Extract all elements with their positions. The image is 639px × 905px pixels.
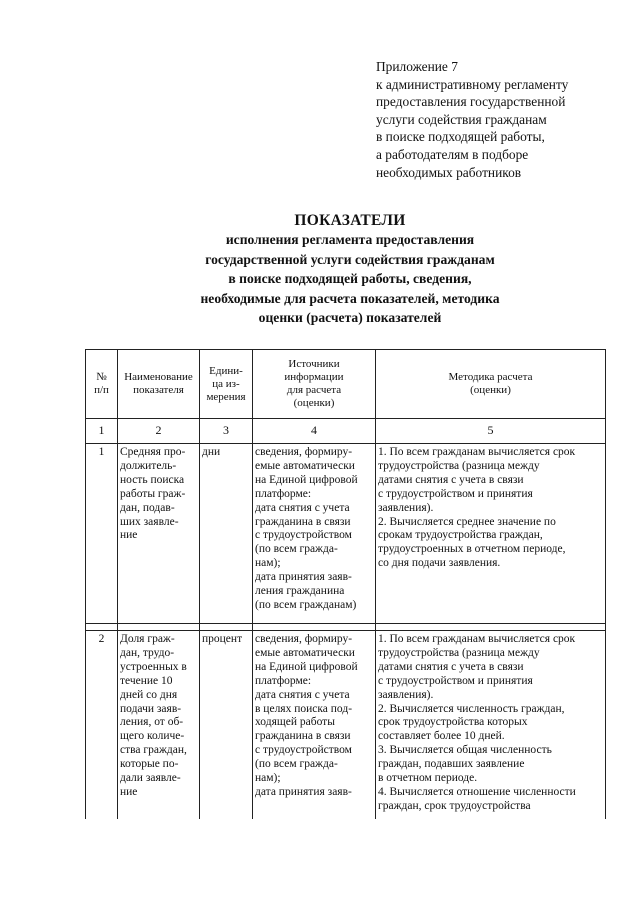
header-sources: Источники информации для расчета (оценки) — [253, 350, 376, 419]
appendix-line: услуги содействия гражданам — [376, 111, 547, 127]
header-num: № п/п — [86, 350, 118, 419]
header-name: Наименование показателя — [118, 350, 200, 419]
title-subtitle — [100, 230, 600, 328]
row-sources: сведения, формиру- емые автоматически на Единой цифровой платформе: дата снятия с учета в целях поиска под- ходящей работы гражданина в связи с трудоустройством (по всем гражда- нам); дата принятия заяв- — [253, 631, 376, 820]
row-indicator-name: Доля граж- дан, трудо- устроенных в течение 10 дней со дня подачи заяв- ления, от об- щего количе- ства граждан, которые по- дали заявле- ние — [118, 631, 200, 820]
row-method: 1. По всем гражданам вычисляется срок трудоустройства (разница между датами снятия с учета в связи с трудоустройством и принятия заявления). 2. Вычисляется численность граждан, срок трудоустройства которых составляет более 10 дней. 3. Вычисляется общая численность граждан, подавших заявление в отчетном периоде. 4. Вычисляется отношение численности граждан, срок трудоустройства — [376, 631, 606, 820]
column-number: 2 — [118, 419, 200, 444]
appendix-line: а работодателям в подборе — [376, 146, 529, 162]
column-number: 4 — [253, 419, 376, 444]
appendix-line: предоставления государственной — [376, 94, 566, 110]
column-number-row — [86, 419, 606, 444]
row-sources: сведения, формиру- емые автоматически на Единой цифровой платформе: дата снятия с учета гражданина в связи с трудоустройством (по всем гражда- нам); дата принятия заяв- ления гражданина (по всем гражданам) — [253, 444, 376, 624]
column-number: 1 — [86, 419, 118, 444]
row-separator — [86, 624, 606, 631]
table-header-row — [86, 350, 606, 419]
appendix-caption — [376, 58, 626, 181]
appendix-line: к административному регламенту — [376, 76, 569, 92]
appendix-line: Приложение 7 — [376, 59, 458, 74]
appendix-line: в поиске подходящей работы, — [376, 129, 545, 145]
header-method: Методика расчета (оценки) — [376, 350, 606, 419]
column-number: 5 — [376, 419, 606, 444]
title-sub-line: в поиске подходящей работы, сведения, — [228, 271, 472, 286]
title-sub-line: государственной услуги содействия гражданам — [205, 251, 495, 267]
column-number: 3 — [200, 419, 253, 444]
title-sub-line: исполнения регламента предоставления — [225, 232, 475, 247]
title-main: ПОКАЗАТЕЛИ — [294, 212, 406, 229]
indicators-table — [85, 349, 606, 819]
title-sub-line: необходимые для расчета показателей, методика — [200, 290, 500, 306]
title-sub-line: оценки (расчета) показателей — [258, 310, 442, 325]
document-title — [100, 211, 600, 328]
row-unit: дни — [200, 444, 253, 624]
row-indicator-name: Средняя про- должитель- ность поиска работы граж- дан, подав- ших заявле- ние — [118, 444, 200, 624]
appendix-line: необходимых работников — [376, 164, 522, 180]
table-row — [86, 631, 606, 820]
row-number: 2 — [86, 631, 118, 820]
row-number: 1 — [86, 444, 118, 624]
table-row — [86, 444, 606, 624]
row-method: 1. По всем гражданам вычисляется срок трудоустройства (разница между датами снятия с учета в связи с трудоустройством и принятия заявления). 2. Вычисляется среднее значение по срокам трудоустройства граждан, трудоустроенных в отчетном периоде, со дня подачи заявления. — [376, 444, 606, 624]
header-unit: Едини- ца из- мерения — [200, 350, 253, 419]
row-unit: процент — [200, 631, 253, 820]
